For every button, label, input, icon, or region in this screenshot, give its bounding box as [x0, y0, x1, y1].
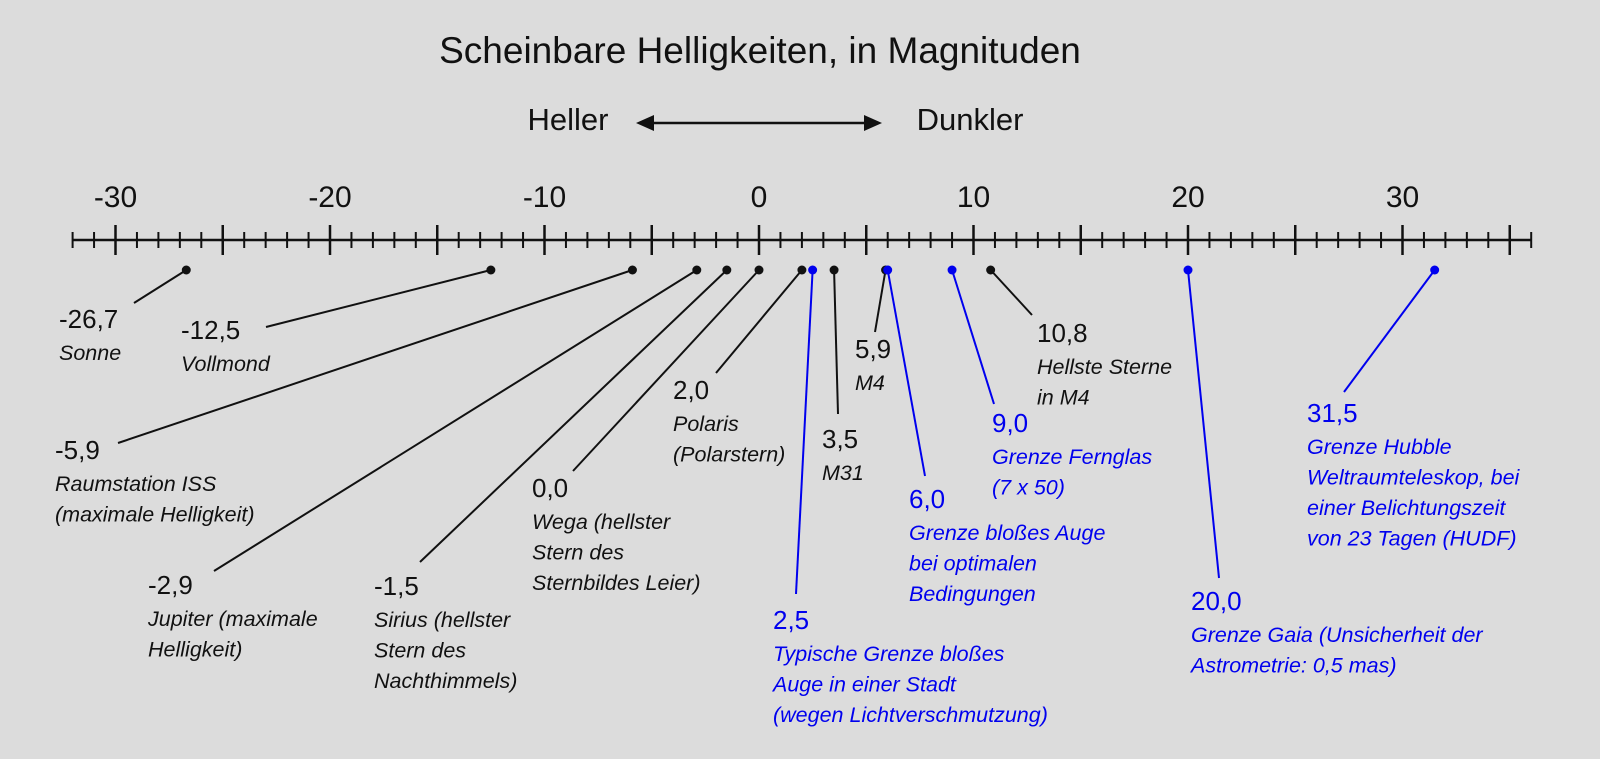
object-callout	[986, 266, 1172, 410]
leader-line	[1188, 270, 1219, 578]
object-description: Auge in einer Stadt	[773, 672, 956, 697]
leader-line	[952, 270, 994, 404]
object-description: (7 x 50)	[992, 475, 1065, 500]
magnitude-value: 2,5	[773, 605, 810, 635]
object-description: Jupiter (maximale	[148, 607, 318, 631]
direction-arrow	[636, 115, 882, 131]
magnitude-value: 2,0	[673, 375, 710, 405]
leader-line	[834, 270, 838, 414]
leader-line	[266, 270, 491, 327]
object-description: Raumstation ISS	[55, 472, 217, 496]
tick-label: -10	[522, 181, 567, 214]
object-description: Weltraumteleskop, bei	[1307, 465, 1520, 490]
leader-line	[796, 270, 813, 594]
magnitude-marker	[628, 266, 637, 275]
magnitude-marker	[755, 266, 764, 275]
magnitude-marker	[692, 266, 701, 275]
object-description: Bedingungen	[909, 582, 1036, 606]
magnitude-value: 20,0	[1191, 586, 1242, 616]
object-description: Stern des	[532, 540, 625, 565]
object-description: (maximale Helligkeit)	[55, 502, 255, 527]
magnitude-marker	[486, 266, 495, 275]
magnitude-value: 3,5	[822, 424, 859, 454]
leader-line	[573, 270, 759, 471]
tick-label: 0	[750, 181, 768, 214]
object-callout	[59, 266, 191, 366]
magnitude-marker	[182, 266, 191, 275]
limit-callout	[1307, 266, 1521, 551]
object-description: Polaris	[673, 412, 739, 436]
magnitude-value: -1,5	[374, 571, 419, 601]
magnitude-value: -12,5	[181, 315, 241, 345]
magnitude-marker	[1184, 266, 1193, 275]
object-description: (wegen Lichtverschmutzung)	[773, 703, 1048, 727]
magnitude-axis	[73, 181, 1532, 255]
object-description: einer Belichtungszeit	[1307, 496, 1506, 520]
leader-line	[716, 270, 802, 373]
object-description: M4	[855, 371, 885, 395]
tick-label: 10	[956, 181, 991, 214]
leader-line	[991, 270, 1032, 315]
direction-dimmer-label: Dunkler	[916, 102, 1024, 137]
magnitude-marker	[883, 266, 892, 275]
object-callout	[855, 266, 891, 396]
tick-label: -30	[93, 181, 138, 214]
object-callout	[181, 266, 495, 377]
object-description: Stern des	[374, 638, 467, 663]
limit-callout	[948, 266, 1153, 500]
leader-line	[875, 270, 886, 332]
object-callout	[673, 266, 806, 467]
object-description: Vollmond	[181, 352, 270, 376]
tick-label: 30	[1385, 181, 1420, 214]
magnitude-value: 10,8	[1037, 318, 1088, 348]
magnitude-value: -2,9	[148, 570, 193, 600]
magnitude-value: -26,7	[59, 304, 119, 334]
magnitude-value: 0,0	[532, 473, 569, 503]
magnitude-marker	[986, 266, 995, 275]
object-description: Hellste Sterne	[1037, 355, 1173, 379]
object-description: (Polarstern)	[673, 442, 786, 467]
object-description: Sonne	[59, 341, 122, 365]
object-description: Astrometrie: 0,5 mas)	[1191, 653, 1397, 678]
magnitude-value: -5,9	[55, 435, 100, 465]
object-callouts	[55, 266, 1521, 728]
magnitude-marker	[948, 266, 957, 275]
object-description: Grenze Hubble	[1307, 435, 1452, 459]
magnitude-marker	[722, 266, 731, 275]
tick-label: -20	[308, 181, 352, 214]
object-description: in M4	[1037, 385, 1090, 410]
object-description: M31	[822, 461, 864, 485]
object-description: Sternbildes Leier)	[532, 571, 701, 595]
magnitude-marker	[1430, 266, 1439, 275]
object-description: Helligkeit)	[148, 637, 243, 662]
object-description: Grenze bloßes Auge	[909, 521, 1106, 545]
direction-brighter-label: Heller	[527, 102, 609, 137]
object-description: Typische Grenze bloßes	[773, 642, 1005, 666]
leader-line	[1344, 270, 1435, 392]
leader-line	[134, 270, 186, 303]
object-description: von 23 Tagen (HUDF)	[1307, 526, 1517, 551]
magnitude-marker	[808, 266, 817, 275]
object-description: Grenze Fernglas	[992, 445, 1153, 469]
magnitude-value: 9,0	[992, 408, 1029, 438]
magnitude-marker	[797, 266, 806, 275]
magnitude-value: 31,5	[1307, 398, 1358, 428]
object-description: Grenze Gaia (Unsicherheit der	[1191, 623, 1483, 647]
diagram-title: Scheinbare Helligkeiten, in Magnituden	[439, 30, 1081, 71]
object-description: Nachthimmels)	[374, 669, 518, 693]
magnitude-value: 6,0	[909, 484, 946, 514]
magnitude-marker	[830, 266, 839, 275]
object-description: Wega (hellster	[532, 510, 671, 534]
tick-label: 20	[1171, 181, 1205, 214]
object-description: bei optimalen	[909, 551, 1037, 576]
leader-line	[888, 270, 925, 476]
object-description: Sirius (hellster	[374, 608, 511, 632]
magnitude-value: 5,9	[855, 334, 892, 364]
